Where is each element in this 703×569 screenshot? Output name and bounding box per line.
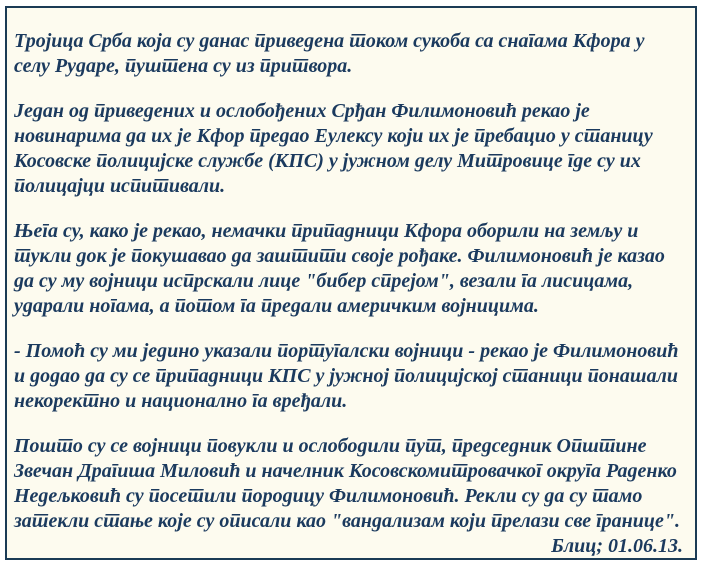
article-paragraph: Један од приведених и ослобођених Срђан Филимоновић рекао је новинарима да их је Кфор предао Еулексу који их је пребацио у станицу Косовске полицијске службе (КПС) у јужном делу Митровице где су их полицајци испитивали.	[14, 100, 653, 197]
article-paragraph: Њега су, како је рекао, немачки припадници Кфора оборили на земљу и тукли док је покушавао да заштити своје рођаке. Филимоновић је казао да су му војници испрскали лице "бибер спрејом", везали га лисицама, ударали ногама, а потом га предали америчким војницима.	[14, 220, 665, 317]
article-paragraph: Пошто су се војници повукли и ослободили пут, председник Општине Звечан Драгиша Миловић и начелник Косовскомитровачког округа Раденко Недељковић су посетили породицу Филимоновић. Рекли су да су тамо затекли стање које су описали као "вандализам који прелази све границе".	[14, 435, 680, 532]
article-frame	[5, 6, 697, 560]
source-attribution: Блиц; 01.06.13.	[551, 535, 683, 557]
article-paragraph: - Помоћ су ми једино указали португалски војници - рекао је Филимоновић и додао да су се припадници КПС у јужној полицијској станици понашали некоректно и национално га вређали.	[14, 340, 679, 412]
article-paragraph: Тројица Срба која су данас приведена током сукоба са снагама Кфора у селу Рударе, пуштена су из притвора.	[14, 30, 645, 77]
